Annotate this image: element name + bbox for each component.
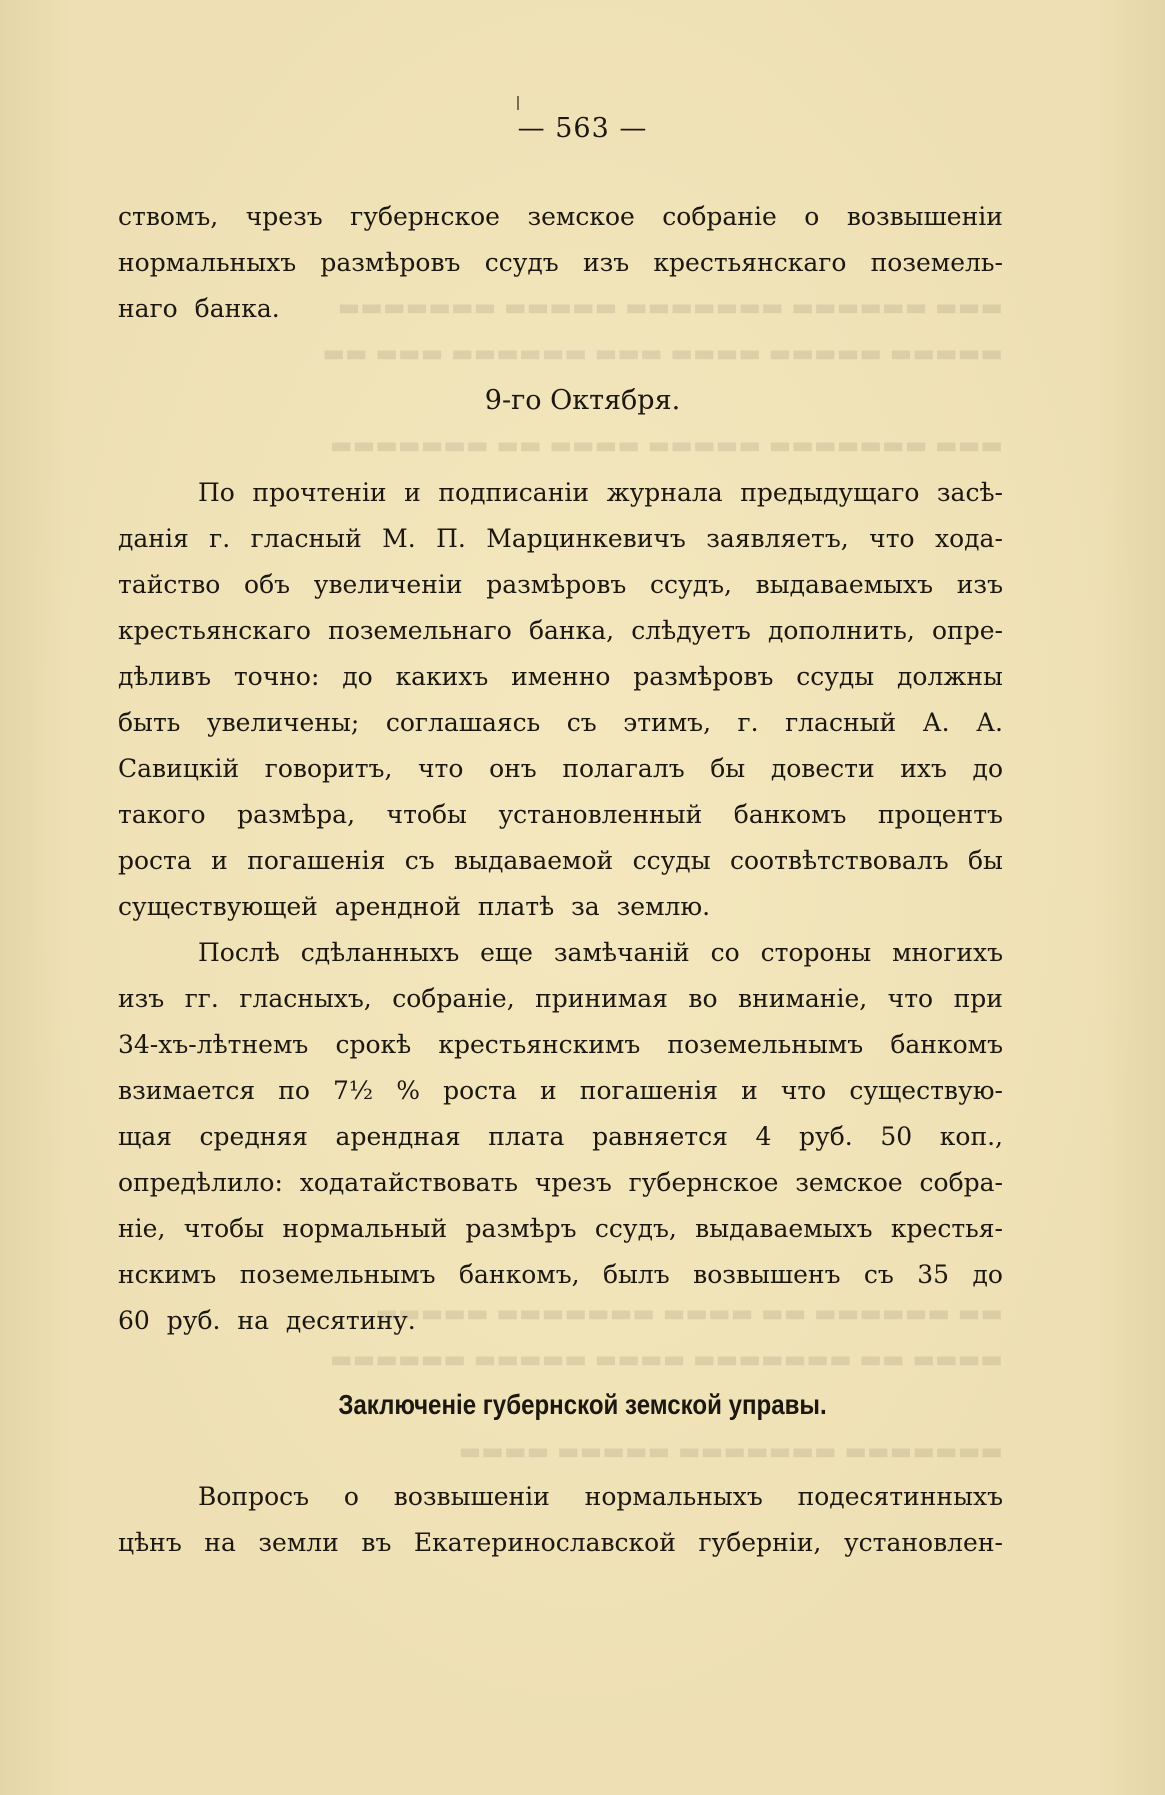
word: съ xyxy=(404,846,435,875)
text-line xyxy=(118,1068,1003,1114)
word: и xyxy=(211,846,228,875)
text-line xyxy=(118,654,1003,700)
text-line xyxy=(118,470,1003,516)
word: сдѣланныхъ xyxy=(300,938,460,967)
word: ствомъ, xyxy=(118,202,219,231)
word: гласныхъ, xyxy=(239,984,372,1013)
word: о xyxy=(804,202,820,231)
word: поземельнаго xyxy=(328,616,512,645)
printer-mark xyxy=(517,96,519,110)
text-line xyxy=(118,516,1003,562)
word: поземель- xyxy=(870,248,1003,277)
word: подесятинныхъ xyxy=(797,1482,1003,1511)
word: слѣдуетъ xyxy=(631,616,751,645)
word: вниманіе, xyxy=(738,984,868,1013)
word: до xyxy=(972,1260,1003,1289)
word: ссудъ, xyxy=(650,570,732,599)
word: какихъ xyxy=(395,662,489,691)
word: точно: xyxy=(233,662,320,691)
word: съ xyxy=(566,708,597,737)
word: собра- xyxy=(919,1168,1003,1197)
word: банкомъ, xyxy=(458,1260,580,1289)
word: погашенія xyxy=(247,846,386,875)
word: 4 xyxy=(755,1122,772,1151)
word: довести xyxy=(770,754,875,783)
text-line xyxy=(118,930,1003,976)
word: на xyxy=(204,1528,236,1557)
word: равняется xyxy=(592,1122,728,1151)
text-line xyxy=(118,1474,1003,1520)
word: изъ xyxy=(118,984,165,1013)
word: П. xyxy=(436,524,466,553)
text-line xyxy=(118,1520,1003,1566)
text-line xyxy=(118,1206,1003,1252)
word: опредѣлило: xyxy=(118,1168,283,1197)
word: объ xyxy=(244,570,291,599)
text-line xyxy=(118,240,1003,286)
word: гласный xyxy=(785,708,897,737)
word: цѣнъ xyxy=(118,1528,182,1557)
word: банкомъ xyxy=(733,800,847,829)
word: онъ xyxy=(489,754,537,783)
word: нскимъ xyxy=(118,1260,217,1289)
text-line xyxy=(118,976,1003,1022)
word: губерніи, xyxy=(698,1528,822,1557)
word: тайство xyxy=(118,570,221,599)
word: размѣра, xyxy=(237,800,356,829)
word: прочтеніи xyxy=(252,478,387,507)
word: ссуды xyxy=(632,846,711,875)
word: земское xyxy=(527,202,635,231)
word: крестьянскаго xyxy=(118,616,311,645)
word: изъ xyxy=(582,248,630,277)
word: поземельнымъ xyxy=(667,1030,864,1059)
paragraph-conclusion xyxy=(118,1474,1003,1566)
word: взимается xyxy=(118,1076,256,1105)
word: ихъ xyxy=(900,754,947,783)
text-line: существующей арендной платѣ за землю. xyxy=(118,892,711,921)
word: крестья- xyxy=(890,1214,1003,1243)
text-line xyxy=(118,792,1003,838)
word: процентъ xyxy=(877,800,1003,829)
word: размѣръ xyxy=(465,1214,577,1243)
word: поземельнымъ xyxy=(239,1260,436,1289)
word: размѣровъ xyxy=(320,248,461,277)
text-line xyxy=(118,194,1003,240)
word: установлен- xyxy=(843,1528,1003,1557)
text-line xyxy=(118,1114,1003,1160)
text-line xyxy=(118,1252,1003,1298)
text-line: 60 руб. на десятину. xyxy=(118,1306,416,1335)
word: руб. xyxy=(799,1122,853,1151)
word: нормальныхъ xyxy=(118,248,297,277)
show-through-texture: ▬▬▬▬ ▬▬ ▬▬▬▬▬▬▬ ▬▬▬▬ ▬▬▬▬▬ ▬▬▬▬▬▬ xyxy=(329,1345,1003,1373)
word: что xyxy=(780,1076,827,1105)
word: возвышеніи xyxy=(393,1482,550,1511)
word: полагалъ xyxy=(562,754,685,783)
word: М. xyxy=(382,524,416,553)
word: предыдущаго xyxy=(740,478,920,507)
word: чрезъ xyxy=(534,1168,612,1197)
word: стороны xyxy=(760,938,872,967)
word: нормальный xyxy=(282,1214,448,1243)
word: о xyxy=(343,1482,359,1511)
word: со xyxy=(710,938,740,967)
word: выдаваемыхъ xyxy=(755,570,934,599)
word: плата xyxy=(488,1122,565,1151)
word: говоритъ, xyxy=(264,754,393,783)
word: размѣровъ xyxy=(486,570,627,599)
word: многихъ xyxy=(892,938,1003,967)
word: и xyxy=(741,1076,758,1105)
word: дѣливъ xyxy=(118,662,211,691)
word: по xyxy=(278,1076,310,1105)
word: выдаваемыхъ xyxy=(695,1214,873,1243)
word: быть xyxy=(118,708,181,737)
word: установленный xyxy=(498,800,703,829)
word: при xyxy=(953,984,1003,1013)
word: до xyxy=(342,662,373,691)
word: въ xyxy=(361,1528,392,1557)
word: соотвѣтствовалъ xyxy=(729,846,949,875)
word: должны xyxy=(897,662,1003,691)
word: 34-хъ-лѣтнемъ xyxy=(118,1030,309,1059)
paragraph-proposal xyxy=(118,470,1003,930)
word: губернское xyxy=(628,1168,779,1197)
word: чтобы xyxy=(386,800,467,829)
word: подписаніи xyxy=(438,478,590,507)
word: банка, xyxy=(528,616,615,645)
word: данія xyxy=(118,524,189,553)
word: журнала xyxy=(606,478,723,507)
page-number: — 563 — xyxy=(517,113,648,144)
word: земли xyxy=(258,1528,339,1557)
word: % xyxy=(396,1076,421,1105)
date-heading: 9-го Октября. xyxy=(484,385,681,416)
section-heading: Заключеніе губернской земской управы. xyxy=(338,1389,827,1420)
word: соглашаясь xyxy=(385,708,541,737)
word: собраніе xyxy=(662,202,777,231)
word: былъ xyxy=(602,1260,670,1289)
word: срокѣ xyxy=(335,1030,412,1059)
word: и xyxy=(404,478,421,507)
word: что xyxy=(869,524,915,553)
word: г. xyxy=(737,708,759,737)
word: существую- xyxy=(849,1076,1003,1105)
word: губернское xyxy=(350,202,500,231)
word: что xyxy=(418,754,464,783)
text-line xyxy=(118,562,1003,608)
word: принимая xyxy=(535,984,668,1013)
word: бы xyxy=(710,754,746,783)
word: роста xyxy=(118,846,192,875)
text-line xyxy=(118,608,1003,654)
text-line xyxy=(118,838,1003,884)
text-line xyxy=(118,746,1003,792)
word: что xyxy=(887,984,934,1013)
text-line: наго банка. xyxy=(118,294,280,323)
word: хода- xyxy=(935,524,1003,553)
show-through-texture: ▬▬▬ ▬▬▬▬▬▬▬ ▬▬▬▬▬ ▬▬▬▬ ▬▬ ▬▬▬▬▬▬▬ xyxy=(329,431,1003,459)
word: во xyxy=(688,984,718,1013)
word: ссуды xyxy=(796,662,875,691)
word: Послѣ xyxy=(198,938,280,967)
word: погашенія xyxy=(579,1076,718,1105)
word: размѣровъ xyxy=(633,662,774,691)
word: А. xyxy=(976,708,1003,737)
word: и xyxy=(540,1076,557,1105)
word: выдаваемой xyxy=(454,846,614,875)
text-line xyxy=(118,700,1003,746)
word: ссудъ, xyxy=(594,1214,677,1243)
word: ніе, xyxy=(118,1214,166,1243)
text-line xyxy=(118,1022,1003,1068)
word: щая xyxy=(118,1122,172,1151)
word: роста xyxy=(443,1076,517,1105)
word: г. xyxy=(209,524,231,553)
word: ссудъ xyxy=(484,248,559,277)
word: крестьянскаго xyxy=(653,248,847,277)
word: возвышеніи xyxy=(846,202,1003,231)
word: 7½ xyxy=(333,1076,374,1105)
word: изъ xyxy=(956,570,1003,599)
word: чтобы xyxy=(183,1214,265,1243)
word: банкомъ xyxy=(890,1030,1003,1059)
word: собраніе, xyxy=(392,984,515,1013)
word: увеличены; xyxy=(206,708,360,737)
text-line xyxy=(118,1160,1003,1206)
word: коп., xyxy=(939,1122,1003,1151)
word: Вопросъ xyxy=(198,1482,310,1511)
word: гласный xyxy=(250,524,362,553)
word: бы xyxy=(967,846,1003,875)
word: именно xyxy=(511,662,611,691)
word: замѣчаній xyxy=(553,938,690,967)
word: этимъ, xyxy=(623,708,712,737)
word: заявляетъ, xyxy=(706,524,849,553)
word: опре- xyxy=(931,616,1003,645)
word: земское xyxy=(795,1168,903,1197)
word: засѣ- xyxy=(936,478,1003,507)
word: нормальныхъ xyxy=(584,1482,763,1511)
word: Екатеринославской xyxy=(413,1528,676,1557)
word: 50 xyxy=(880,1122,913,1151)
word: крестьянскимъ xyxy=(438,1030,641,1059)
word: чрезъ xyxy=(245,202,323,231)
word: еще xyxy=(480,938,533,967)
word: арендная xyxy=(335,1122,461,1151)
word: до xyxy=(972,754,1003,783)
word: ходатайствовать xyxy=(299,1168,518,1197)
word: увеличеніи xyxy=(313,570,463,599)
show-through-texture: ▬▬▬▬▬ ▬▬▬▬▬ ▬▬▬▬ ▬▬▬ ▬▬▬▬▬▬ ▬▬▬ ▬▬ xyxy=(322,339,1003,367)
word: дополнить, xyxy=(768,616,915,645)
word: съ xyxy=(863,1260,894,1289)
show-through-texture: ▬▬▬▬▬▬▬ ▬▬▬▬▬▬▬ ▬▬▬▬▬ ▬▬▬▬ xyxy=(458,1437,1003,1465)
word: гг. xyxy=(184,984,219,1013)
show-through-texture: ▬▬▬ ▬▬▬▬▬▬ ▬▬▬▬▬▬▬ ▬▬▬▬▬ ▬▬▬▬▬▬▬ xyxy=(337,293,1003,321)
paragraph-resolution xyxy=(118,930,1003,1344)
intro-paragraph xyxy=(118,194,1003,332)
word: По xyxy=(198,478,235,507)
word: Савицкій xyxy=(118,754,240,783)
word: возвышенъ xyxy=(693,1260,841,1289)
word: такого xyxy=(118,800,206,829)
show-through-texture: ▬▬ ▬▬▬▬▬▬ ▬▬ ▬▬▬▬ ▬▬▬▬▬▬▬ ▬▬▬▬▬ xyxy=(375,1299,1003,1327)
word: 35 xyxy=(917,1260,950,1289)
word: А. xyxy=(922,708,950,737)
word: Марцинкевичъ xyxy=(486,524,686,553)
word: средняя xyxy=(199,1122,308,1151)
